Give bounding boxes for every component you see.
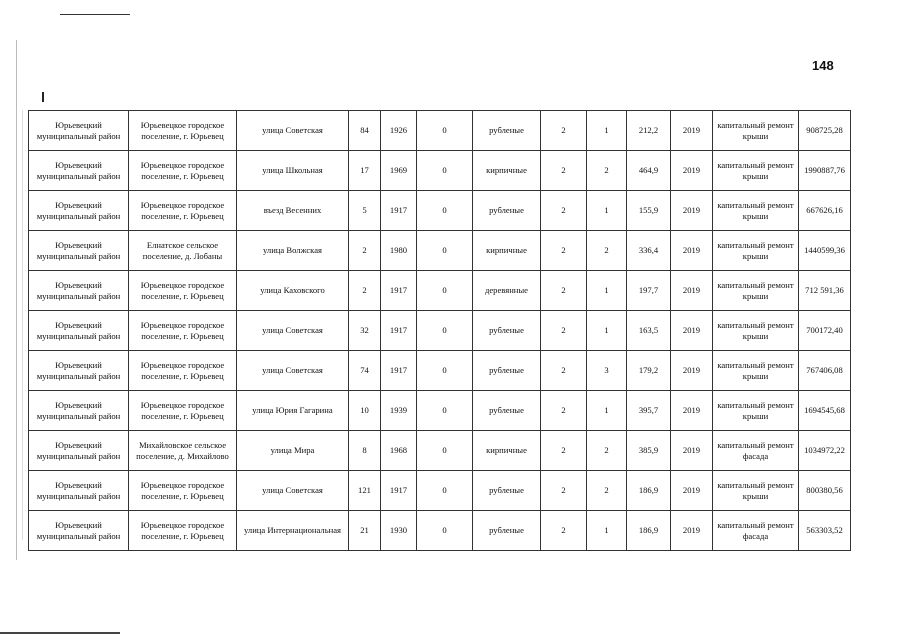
house-number-cell: 74 [349, 351, 381, 391]
zero-cell: 0 [417, 271, 473, 311]
floors-cell: 2 [541, 391, 587, 431]
floors-cell: 2 [541, 151, 587, 191]
binding-line [16, 40, 17, 560]
settlement-cell: Юрьевецкое городское поселение, г. Юрьевец [129, 271, 237, 311]
area-cell: 179,2 [627, 351, 671, 391]
work-type-cell: капитальный ремонт крыши [713, 191, 799, 231]
table-row [29, 511, 851, 551]
settlement-cell: Юрьевецкое городское поселение, г. Юрьевец [129, 111, 237, 151]
area-cell: 212,2 [627, 111, 671, 151]
settlement-cell: Юрьевецкое городское поселение, г. Юрьевец [129, 151, 237, 191]
zero-cell: 0 [417, 431, 473, 471]
work-type-cell: капитальный ремонт крыши [713, 351, 799, 391]
floors-cell: 2 [541, 511, 587, 551]
settlement-cell: Юрьевецкое городское поселение, г. Юрьевец [129, 471, 237, 511]
cost-cell: 712 591,36 [799, 271, 851, 311]
house-number-cell: 121 [349, 471, 381, 511]
area-cell: 186,9 [627, 471, 671, 511]
zero-cell: 0 [417, 511, 473, 551]
table-row [29, 231, 851, 271]
table-row [29, 351, 851, 391]
street-cell: улица Каховского [237, 271, 349, 311]
work-type-cell: капитальный ремонт крыши [713, 471, 799, 511]
plan-year-cell: 2019 [671, 431, 713, 471]
year-built-cell: 1917 [381, 471, 417, 511]
entrances-cell: 2 [587, 471, 627, 511]
street-cell: улица Интернациональная [237, 511, 349, 551]
cost-cell: 563303,52 [799, 511, 851, 551]
floors-cell: 2 [541, 471, 587, 511]
wall-material-cell: кирпичные [473, 151, 541, 191]
plan-year-cell: 2019 [671, 191, 713, 231]
entrances-cell: 2 [587, 151, 627, 191]
plan-year-cell: 2019 [671, 231, 713, 271]
entrances-cell: 1 [587, 111, 627, 151]
table-row [29, 431, 851, 471]
plan-year-cell: 2019 [671, 271, 713, 311]
area-cell: 464,9 [627, 151, 671, 191]
house-number-cell: 32 [349, 311, 381, 351]
floors-cell: 2 [541, 231, 587, 271]
district-cell: Юрьевецкий муниципальный район [29, 151, 129, 191]
area-cell: 155,9 [627, 191, 671, 231]
zero-cell: 0 [417, 391, 473, 431]
wall-material-cell: рубленые [473, 511, 541, 551]
plan-year-cell: 2019 [671, 471, 713, 511]
entrances-cell: 1 [587, 391, 627, 431]
table-row [29, 271, 851, 311]
floors-cell: 2 [541, 431, 587, 471]
zero-cell: 0 [417, 111, 473, 151]
district-cell: Юрьевецкий муниципальный район [29, 471, 129, 511]
wall-material-cell: рубленые [473, 471, 541, 511]
settlement-cell: Юрьевецкое городское поселение, г. Юрьевец [129, 311, 237, 351]
page-number: 148 [812, 58, 834, 73]
street-cell: улица Советская [237, 311, 349, 351]
street-cell: улица Школьная [237, 151, 349, 191]
cost-cell: 1440599,36 [799, 231, 851, 271]
district-cell: Юрьевецкий муниципальный район [29, 431, 129, 471]
plan-year-cell: 2019 [671, 151, 713, 191]
wall-material-cell: рубленые [473, 391, 541, 431]
work-type-cell: капитальный ремонт фасада [713, 431, 799, 471]
year-built-cell: 1939 [381, 391, 417, 431]
wall-material-cell: кирпичные [473, 431, 541, 471]
street-cell: въезд Весенних [237, 191, 349, 231]
settlement-cell: Юрьевецкое городское поселение, г. Юрьевец [129, 391, 237, 431]
table-row [29, 311, 851, 351]
district-cell: Юрьевецкий муниципальный район [29, 391, 129, 431]
cost-cell: 908725,28 [799, 111, 851, 151]
house-number-cell: 5 [349, 191, 381, 231]
settlement-cell: Михайловское сельское поселение, д. Михайлово [129, 431, 237, 471]
house-number-cell: 8 [349, 431, 381, 471]
year-built-cell: 1930 [381, 511, 417, 551]
zero-cell: 0 [417, 191, 473, 231]
work-type-cell: капитальный ремонт фасада [713, 511, 799, 551]
house-number-cell: 2 [349, 271, 381, 311]
wall-material-cell: деревянные [473, 271, 541, 311]
street-cell: улица Мира [237, 431, 349, 471]
street-cell: улица Советская [237, 471, 349, 511]
district-cell: Юрьевецкий муниципальный район [29, 191, 129, 231]
district-cell: Юрьевецкий муниципальный район [29, 271, 129, 311]
house-number-cell: 17 [349, 151, 381, 191]
wall-material-cell: рубленые [473, 111, 541, 151]
area-cell: 197,7 [627, 271, 671, 311]
table-body [29, 111, 851, 551]
housing-repair-table [28, 110, 851, 551]
wall-material-cell: рубленые [473, 311, 541, 351]
cost-cell: 1990887,76 [799, 151, 851, 191]
bottom-rule [0, 632, 120, 634]
district-cell: Юрьевецкий муниципальный район [29, 511, 129, 551]
area-cell: 163,5 [627, 311, 671, 351]
table-row [29, 471, 851, 511]
zero-cell: 0 [417, 471, 473, 511]
house-number-cell: 2 [349, 231, 381, 271]
entrances-cell: 1 [587, 311, 627, 351]
settlement-cell: Елнатское сельское поселение, д. Лобаны [129, 231, 237, 271]
wall-material-cell: кирпичные [473, 231, 541, 271]
work-type-cell: капитальный ремонт крыши [713, 311, 799, 351]
entrances-cell: 1 [587, 511, 627, 551]
floors-cell: 2 [541, 351, 587, 391]
margin-tick-mark [42, 92, 44, 102]
street-cell: улица Волжская [237, 231, 349, 271]
cost-cell: 1034972,22 [799, 431, 851, 471]
plan-year-cell: 2019 [671, 391, 713, 431]
table-row [29, 391, 851, 431]
cost-cell: 767406,08 [799, 351, 851, 391]
floors-cell: 2 [541, 271, 587, 311]
street-cell: улица Советская [237, 351, 349, 391]
table-row [29, 191, 851, 231]
year-built-cell: 1969 [381, 151, 417, 191]
district-cell: Юрьевецкий муниципальный район [29, 231, 129, 271]
area-cell: 186,9 [627, 511, 671, 551]
entrances-cell: 2 [587, 431, 627, 471]
year-built-cell: 1917 [381, 271, 417, 311]
street-cell: улица Советская [237, 111, 349, 151]
wall-material-cell: рубленые [473, 191, 541, 231]
floors-cell: 2 [541, 111, 587, 151]
work-type-cell: капитальный ремонт крыши [713, 271, 799, 311]
area-cell: 395,7 [627, 391, 671, 431]
work-type-cell: капитальный ремонт крыши [713, 111, 799, 151]
year-built-cell: 1926 [381, 111, 417, 151]
street-cell: улица Юрия Гагарина [237, 391, 349, 431]
floors-cell: 2 [541, 191, 587, 231]
plan-year-cell: 2019 [671, 111, 713, 151]
zero-cell: 0 [417, 311, 473, 351]
house-number-cell: 84 [349, 111, 381, 151]
year-built-cell: 1968 [381, 431, 417, 471]
entrances-cell: 3 [587, 351, 627, 391]
binding-line-inner [22, 110, 23, 540]
house-number-cell: 21 [349, 511, 381, 551]
entrances-cell: 1 [587, 271, 627, 311]
settlement-cell: Юрьевецкое городское поселение, г. Юрьевец [129, 191, 237, 231]
table-row [29, 151, 851, 191]
house-number-cell: 10 [349, 391, 381, 431]
entrances-cell: 1 [587, 191, 627, 231]
area-cell: 336,4 [627, 231, 671, 271]
settlement-cell: Юрьевецкое городское поселение, г. Юрьевец [129, 351, 237, 391]
work-type-cell: капитальный ремонт крыши [713, 151, 799, 191]
zero-cell: 0 [417, 351, 473, 391]
table-row [29, 111, 851, 151]
year-built-cell: 1917 [381, 311, 417, 351]
entrances-cell: 2 [587, 231, 627, 271]
district-cell: Юрьевецкий муниципальный район [29, 111, 129, 151]
wall-material-cell: рубленые [473, 351, 541, 391]
zero-cell: 0 [417, 151, 473, 191]
year-built-cell: 1917 [381, 191, 417, 231]
cost-cell: 800380,56 [799, 471, 851, 511]
cost-cell: 700172,40 [799, 311, 851, 351]
cost-cell: 667626,16 [799, 191, 851, 231]
year-built-cell: 1980 [381, 231, 417, 271]
zero-cell: 0 [417, 231, 473, 271]
plan-year-cell: 2019 [671, 511, 713, 551]
plan-year-cell: 2019 [671, 311, 713, 351]
work-type-cell: капитальный ремонт крыши [713, 391, 799, 431]
cost-cell: 1694545,68 [799, 391, 851, 431]
year-built-cell: 1917 [381, 351, 417, 391]
area-cell: 385,9 [627, 431, 671, 471]
floors-cell: 2 [541, 311, 587, 351]
work-type-cell: капитальный ремонт крыши [713, 231, 799, 271]
district-cell: Юрьевецкий муниципальный район [29, 351, 129, 391]
plan-year-cell: 2019 [671, 351, 713, 391]
district-cell: Юрьевецкий муниципальный район [29, 311, 129, 351]
top-rule [60, 14, 130, 15]
settlement-cell: Юрьевецкое городское поселение, г. Юрьевец [129, 511, 237, 551]
